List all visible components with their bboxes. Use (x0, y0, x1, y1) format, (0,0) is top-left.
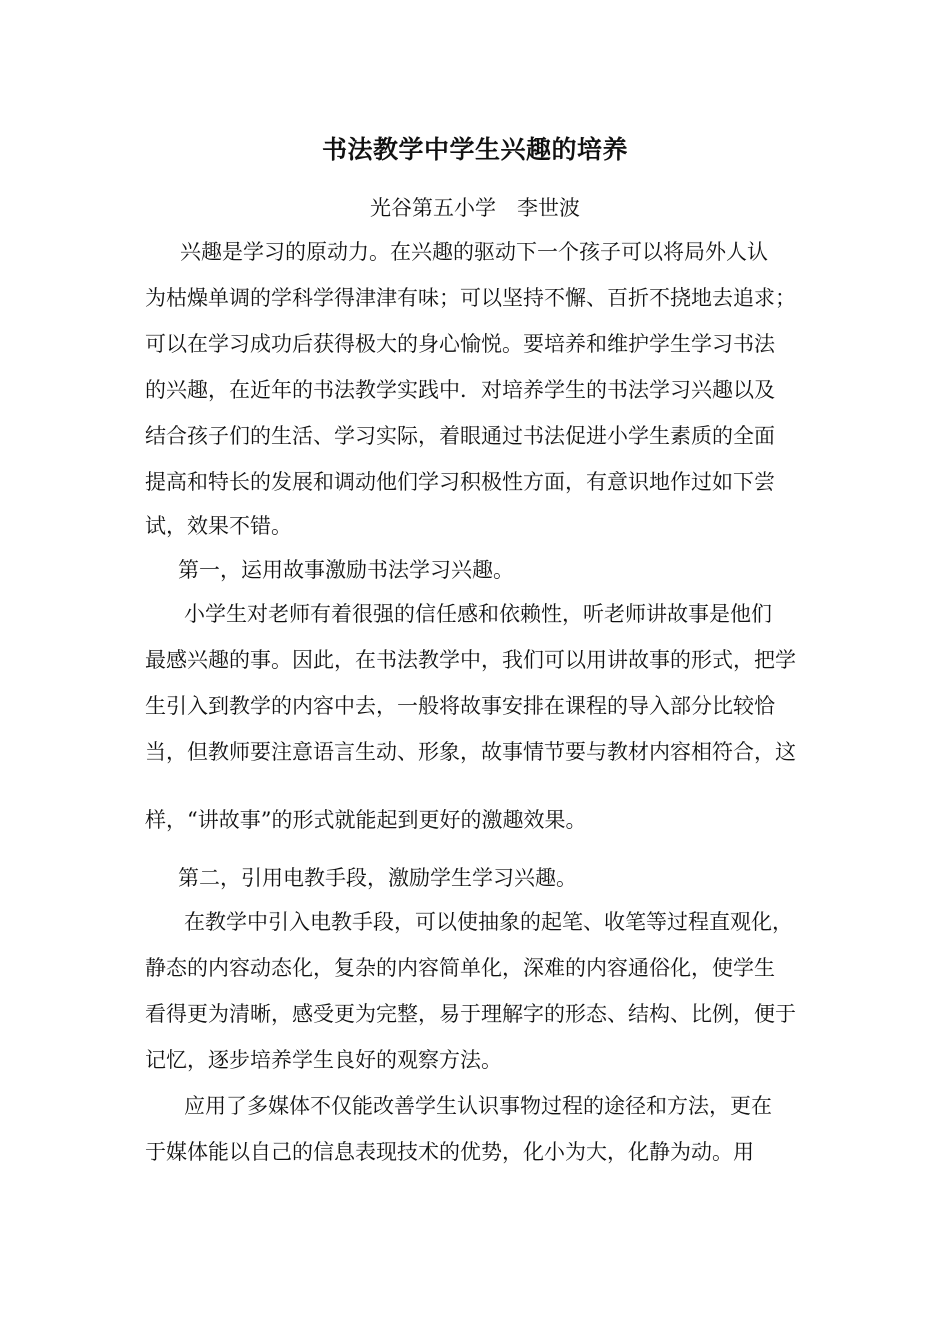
paragraph-line: 结合孩子们的生活、学习实际，着眼通过书法促进小学生素质的全面 (145, 424, 775, 448)
paragraph-line: 在教学中引入电教手段，可以使抽象的起笔、收笔等过程直观化， (184, 910, 793, 934)
paragraph-line: 于媒体能以自己的信息表现技术的优势，化小为大，化静为动。用 (145, 1140, 754, 1164)
paragraph-line: 记忆，逐步培养学生良好的观察方法。 (145, 1048, 502, 1072)
paragraph-line: 提高和特长的发展和调动他们学习积极性方面，有意识地作过如下尝 (145, 470, 775, 494)
section-heading: 第二，引用电教手段，激励学生学习兴趣。 (178, 866, 577, 890)
paragraph-line: 最感兴趣的事。因此，在书法教学中，我们可以用讲故事的形式，把学 (145, 648, 796, 672)
paragraph-line: 兴趣是学习的原动力。在兴趣的驱动下一个孩子可以将局外人认 (180, 240, 768, 264)
document-title: 书法教学中学生兴趣的培养 (321, 135, 628, 164)
paragraph-line: 看得更为清晰，感受更为完整，易于理解字的形态、结构、比例，便于 (145, 1002, 796, 1026)
paragraph-line: 应用了多媒体不仅能改善学生认识事物过程的途径和方法，更在 (184, 1094, 772, 1118)
paragraph-line: 静态的内容动态化，复杂的内容简单化，深难的内容通俗化，使学生 (145, 956, 775, 980)
author-byline: 光谷第五小学 李世波 (370, 196, 580, 220)
paragraph-line: 为枯燥单调的学科学得津津有味；可以坚持不懈、百折不挠地去追求； (145, 286, 796, 310)
paragraph-line: 当，但教师要注意语言生动、形象，故事情节要与教材内容相符合，这 (145, 740, 796, 764)
section-heading: 第一，运用故事激励书法学习兴趣。 (178, 558, 514, 582)
paragraph-line: 样，“讲故事”的形式就能起到更好的激趣效果。 (145, 808, 587, 832)
paragraph-line: 试，效果不错。 (145, 514, 292, 538)
paragraph-line: 可以在学习成功后获得极大的身心愉悦。要培养和维护学生学习书法 (145, 332, 775, 356)
paragraph-line: 的兴趣，在近年的书法教学实践中．对培养学生的书法学习兴趣以及 (145, 378, 775, 402)
paragraph-line: 小学生对老师有着很强的信任感和依赖性，听老师讲故事是他们 (184, 602, 772, 626)
paragraph-line: 生引入到教学的内容中去，一般将故事安排在课程的导入部分比较恰 (145, 694, 775, 718)
